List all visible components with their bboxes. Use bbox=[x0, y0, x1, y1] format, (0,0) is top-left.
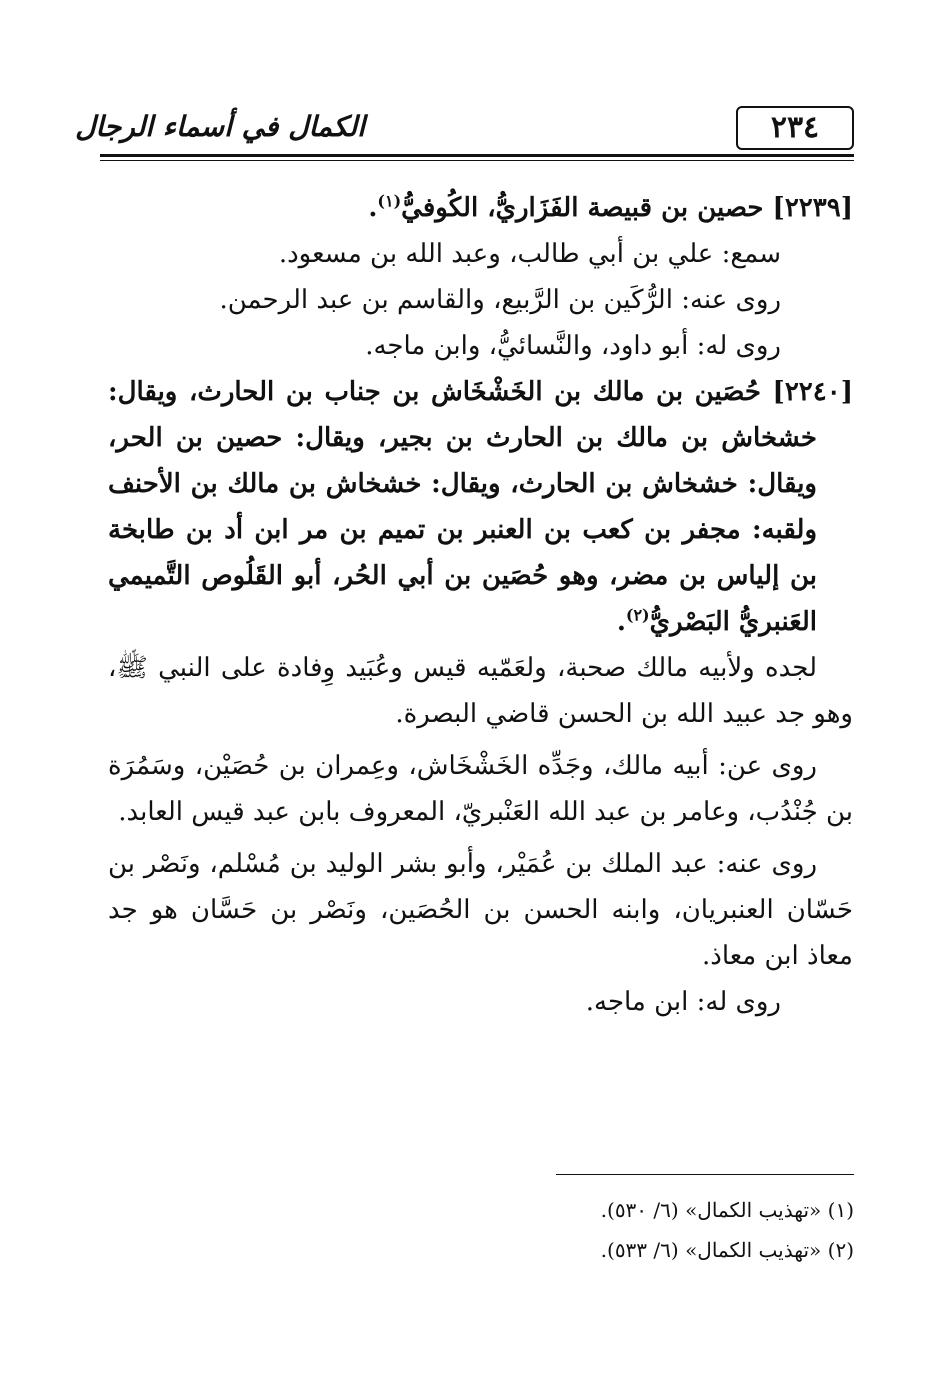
entry-paragraph: روى عن: أبيه مالك، وجَدِّه الخَشْخَاش، وعِمران بن حُصَيْن، وسَمُرَة بن جُنْدُب، وعامر بن عبد الله العَنْبريّ، المعروف بابن عبد قيس العابد. bbox=[108, 751, 853, 827]
footnote-separator bbox=[556, 1174, 854, 1175]
book-title-calligraphy: الكمال في أسماء الرجال bbox=[75, 109, 365, 143]
footnote-2: (٢) «تهذيب الكمال» (٦/ ٥٣٣). bbox=[600, 1238, 854, 1262]
entry-heading-2240: [٢٢٤٠] حُصَين بن مالك بن الخَشْخَاش بن جناب بن الحارث، ويقال: خشخاش بن مالك بن الحارث بن بجير، ويقال: حصين بن الحر، ويقال: خشخاش بن الحارث، ويقال: خشخاش بن مالك بن الأحنف ولقبه: مجفر بن كعب بن العنبر بن تميم بن مر ابن أد بن طابخة بن إلياس بن مضر، وهو حُصَين بن أبي الحُر، أبو القَلُوص التَّميمي العَنبريُّ البَصْريُّ$^{(٢)}$. bbox=[108, 377, 853, 637]
header-rule-thin bbox=[100, 160, 854, 161]
footnote-1: (١) «تهذيب الكمال» (٦/ ٥٣٠). bbox=[600, 1198, 854, 1222]
header-rule bbox=[100, 154, 854, 157]
page-number: ٢٣٤ bbox=[736, 106, 854, 150]
footnotes bbox=[254, 1190, 854, 1270]
entry-paragraph: روى له: ابن ماجه. bbox=[585, 987, 781, 1017]
entry-paragraph: روى عنه: عبد الملك بن عُمَيْر، وأبو بشر الوليد بن مُسْلم، ونَصْر بن حَسّان العنبريان، وابنه الحسن بن الحُصَين، ونَصْر بن حَسَّان هو جد معاذ ابن معاذ. bbox=[108, 849, 853, 971]
page-header bbox=[75, 96, 854, 160]
footnote-ref-1: (١) bbox=[377, 191, 402, 211]
entry-line: روى له: أبو داود، والنَّسائيُّ، وابن ماجه. bbox=[365, 331, 781, 361]
entry-line: سمع: علي بن أبي طالب، وعبد الله بن مسعود. bbox=[278, 239, 781, 269]
entry-heading-2239: [٢٢٣٩] حصين بن قبيصة الفَزَاريُّ، الكُوفيُّ$^{(١)}$. bbox=[368, 191, 853, 223]
footnote-ref-2: (٢) bbox=[625, 605, 650, 625]
entry-paragraph: لجده ولأبيه مالك صحبة، ولعَمّيه قيس وعُبَيد وِفادة على النبي ﷺ، وهو جد عبيد الله بن الحسن قاضي البصرة. bbox=[108, 653, 853, 729]
main-text bbox=[108, 185, 853, 1025]
entry-line: روى عنه: الرُّكَين بن الرَّبيع، والقاسم بن عبد الرحمن. bbox=[219, 285, 781, 315]
